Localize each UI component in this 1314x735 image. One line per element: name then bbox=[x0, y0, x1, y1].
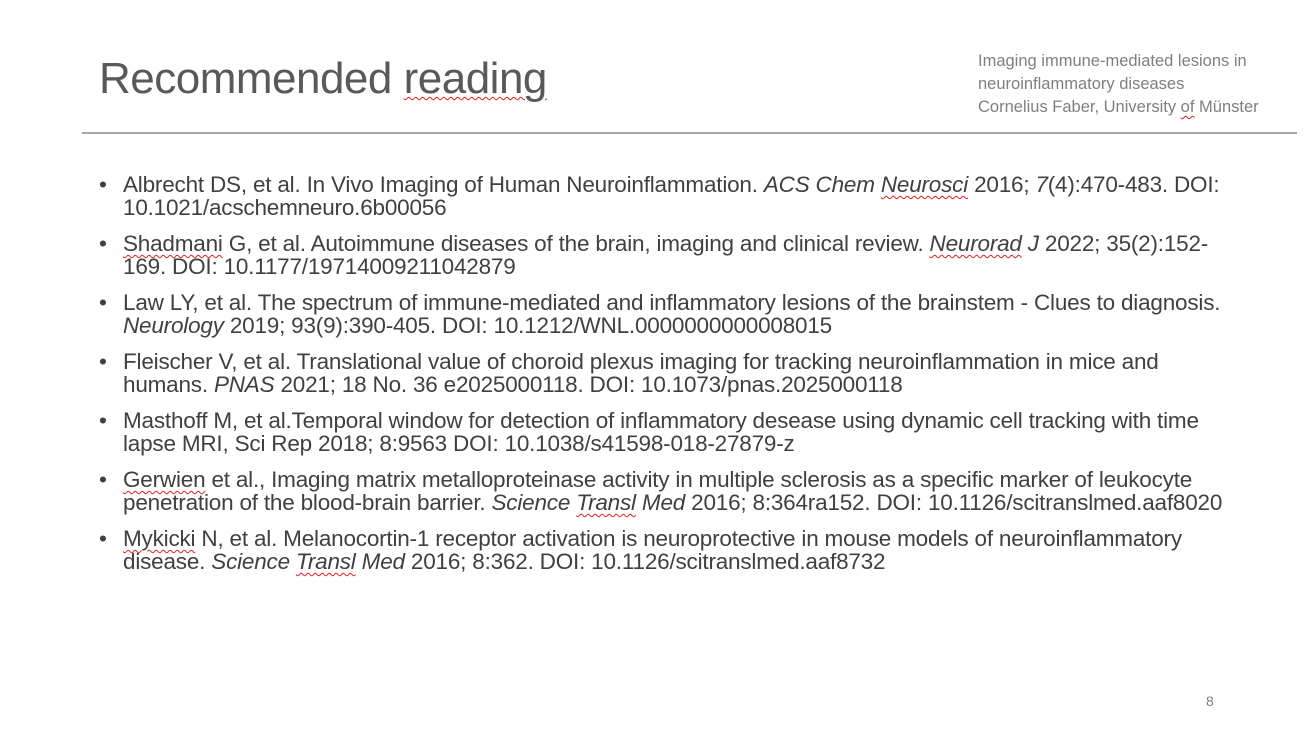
header-info-line-1: Imaging immune-mediated lesions in bbox=[978, 52, 1247, 70]
reference-text: Law LY, et al. The spectrum of immune-mediated and inflammatory lesions of the brainstem - Clues to diagnosis. bbox=[123, 290, 1221, 315]
reference-text: Masthoff M, et al.Temporal window for detection of inflammatory desease using dynamic cell tracking with time lapse MRI, Sci Rep 2018; 8:9563 DOI: 10.1038/s41598-018-27879-z bbox=[123, 408, 1199, 456]
journal-name: Neurology bbox=[123, 313, 224, 338]
reference-text: 2022; 35(2):152-169. DOI: 10.1177/19714009211042879 bbox=[123, 231, 1209, 279]
bullet-marker: • bbox=[99, 349, 107, 374]
bullet-marker: • bbox=[99, 172, 107, 197]
bullet-marker: • bbox=[99, 526, 107, 551]
bullet-marker: • bbox=[99, 231, 107, 256]
author-name: Shadmani bbox=[123, 231, 223, 256]
journal-name: Transl bbox=[295, 549, 356, 574]
header-info bbox=[978, 50, 1298, 119]
journal-name: PNAS bbox=[213, 372, 275, 397]
reference-text: 2021; 18 No. 36 e2025000118. DOI: 10.1073/pnas.2025000118 bbox=[274, 372, 903, 397]
reference-list bbox=[99, 173, 1239, 586]
author-city: Münster bbox=[1194, 98, 1259, 116]
reference-item bbox=[99, 409, 1239, 455]
reference-item bbox=[99, 350, 1239, 396]
reference-item bbox=[99, 173, 1239, 219]
journal-name: Science bbox=[491, 490, 577, 515]
author-of: of bbox=[1180, 98, 1195, 116]
bullet-marker: • bbox=[99, 408, 107, 433]
journal-name: Med bbox=[355, 549, 405, 574]
journal-name: Transl bbox=[576, 490, 636, 515]
title-divider bbox=[82, 132, 1297, 134]
reference-text: G, et al. Autoimmune diseases of the brain, imaging and clinical review. bbox=[222, 231, 930, 256]
author-name: Gerwien bbox=[123, 467, 206, 492]
reference-text: Albrecht DS, et al. In Vivo Imaging of Human Neuroinflammation. bbox=[123, 172, 764, 197]
reference-text: 2016; 8:362. DOI: 10.1126/scitranslmed.aaf8732 bbox=[404, 549, 886, 574]
slide-title bbox=[99, 54, 547, 104]
reference-item bbox=[99, 468, 1239, 514]
journal-name: Neurosci bbox=[880, 172, 969, 197]
journal-name: J bbox=[1021, 231, 1039, 256]
journal-name: Science bbox=[211, 549, 296, 574]
reference-item bbox=[99, 527, 1239, 573]
reference-item bbox=[99, 291, 1239, 337]
page-number: 8 bbox=[1206, 693, 1214, 709]
author-text: Cornelius Faber, University bbox=[978, 98, 1181, 116]
reference-text: 2019; 93(9):390-405. DOI: 10.1212/WNL.0000000000008015 bbox=[223, 313, 832, 338]
reference-text: 2016; 8:364ra152. DOI: 10.1126/scitranslmed.aaf8020 bbox=[685, 490, 1223, 515]
journal-name: ACS Chem bbox=[763, 172, 881, 197]
header-info-line-3 bbox=[978, 96, 1298, 119]
journal-volume: 7 bbox=[1035, 172, 1048, 197]
journal-name: Med bbox=[635, 490, 686, 515]
header-info-line-2: neuroinflammatory diseases bbox=[978, 75, 1185, 93]
title-text: Recommended bbox=[99, 54, 404, 103]
journal-name: Neurorad bbox=[929, 231, 1022, 256]
reference-text: et al., Imaging matrix metalloproteinase activity in multiple sclerosis as a specific marker of leukocyte penetration of the blood-brain barrier. bbox=[123, 467, 1193, 515]
reference-item bbox=[99, 232, 1239, 278]
reference-text: N, et al. Melanocortin-1 receptor activation is neuroprotective in mouse models of neuroinflammatory disease. bbox=[123, 526, 1182, 574]
bullet-marker: • bbox=[99, 290, 107, 315]
bullet-marker: • bbox=[99, 467, 107, 492]
reference-text: 2016; bbox=[968, 172, 1036, 197]
author-name: Mykicki bbox=[123, 526, 196, 551]
reference-text: (4):470-483. DOI: 10.1021/acschemneuro.6b00056 bbox=[123, 172, 1220, 220]
title-word-reading: reading bbox=[403, 54, 547, 103]
reference-text: Fleischer V, et al. Translational value of choroid plexus imaging for tracking neuroinflammation in mice and humans. bbox=[123, 349, 1159, 397]
